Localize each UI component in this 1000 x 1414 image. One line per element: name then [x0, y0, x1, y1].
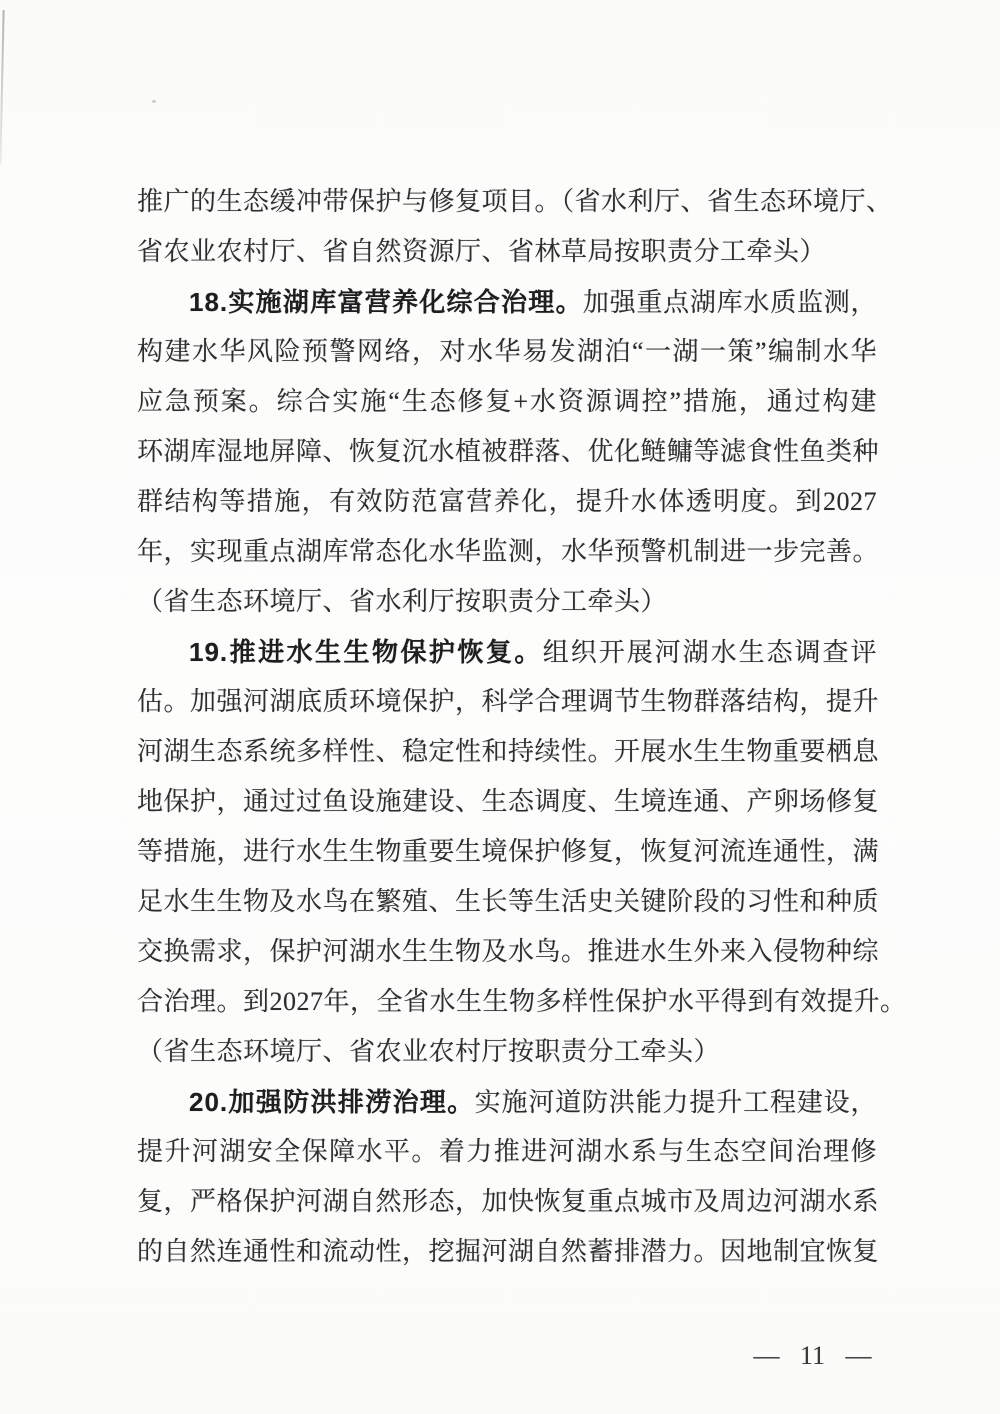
- text-line: [137, 1127, 877, 1177]
- text-line-body: 应急预案。综合实施“生态修复+水资源调控”措施，通过构建: [137, 387, 877, 416]
- text-line: [137, 927, 880, 977]
- text-line-body: 复，严格保护河湖自然形态，加快恢复重点城市及周边河湖水系: [137, 1187, 880, 1216]
- text-line-body: （省生态环境厅、省水利厅按职责分工牵头）: [137, 587, 668, 616]
- text-line-body: 实施河道防洪能力提升工程建设，: [474, 1088, 877, 1117]
- text-line: [137, 427, 880, 477]
- scan-edge-artifact: [0, 10, 5, 165]
- text-line: [137, 477, 877, 527]
- text-line: [137, 827, 880, 877]
- document-body: [137, 177, 907, 1277]
- text-line: [137, 577, 877, 627]
- paragraph-number-heading: 18.实施湖库富营养化综合治理。: [189, 287, 583, 317]
- text-line-body: 合治理。到2027年，全省水生生物多样性保护水平得到有效提升。: [137, 987, 907, 1016]
- text-line-body: 加强重点湖库水质监测，: [582, 288, 877, 317]
- text-line: [137, 227, 877, 277]
- text-line: [137, 977, 907, 1027]
- text-line-body: 估。加强河湖底质环境保护，科学合理调节生物群落结构，提升: [137, 687, 880, 716]
- text-line-body: 构建水华风险预警网络，对水华易发湖泊“一湖一策”编制水华: [137, 337, 877, 366]
- text-line-body: 交换需求，保护河湖水生生物及水鸟。推进水生外来入侵物种综: [137, 937, 880, 966]
- text-line: [137, 1077, 877, 1127]
- text-line: [137, 1027, 877, 1077]
- text-line-body: 环湖库湿地屏障、恢复沉水植被群落、优化鲢鳙等滤食性鱼类种: [137, 437, 880, 466]
- text-line: [137, 1177, 880, 1227]
- text-line-body: 群结构等措施，有效防范富营养化，提升水体透明度。到2027: [137, 487, 877, 516]
- text-line: [137, 877, 880, 927]
- text-line: [137, 627, 877, 677]
- text-line: [137, 177, 893, 227]
- text-line-body: 足水生生物及水鸟在繁殖、生长等生活史关键阶段的习性和种质: [137, 887, 880, 916]
- text-line: [137, 777, 880, 827]
- text-line-body: 提升河湖安全保障水平。着力推进河湖水系与生态空间治理修: [137, 1137, 877, 1166]
- text-line-body: 推广的生态缓冲带保护与修复项目。（省水利厅、省生态环境厅、: [137, 187, 893, 216]
- text-line: [137, 327, 877, 377]
- text-line-body: 的自然连通性和流动性，挖掘河湖自然蓄排潜力。因地制宜恢复: [137, 1237, 880, 1266]
- text-line-body: （省生态环境厅、省农业农村厅按职责分工牵头）: [137, 1037, 721, 1066]
- text-line-body: 河湖生态系统多样性、稳定性和持续性。开展水生生物重要栖息: [137, 737, 880, 766]
- paragraph-number-heading: 19.推进水生生物保护恢复。: [189, 637, 543, 667]
- text-line: [137, 277, 877, 327]
- page-number: — 11 —: [753, 1341, 872, 1370]
- paragraph-number-heading: 20.加强防洪排涝治理。: [189, 1087, 475, 1117]
- text-line: [137, 1227, 880, 1277]
- text-line-body: 省农业农村厅、省自然资源厅、省林草局按职责分工牵头）: [137, 237, 827, 266]
- text-line-body: 年，实现重点湖库常态化水华监测，水华预警机制进一步完善。: [137, 537, 880, 566]
- text-line: [137, 527, 880, 577]
- text-line: [137, 377, 877, 427]
- text-line: [137, 727, 880, 777]
- text-line-body: 地保护，通过过鱼设施建设、生态调度、生境连通、产卵场修复: [137, 787, 880, 816]
- text-line: [137, 677, 880, 727]
- text-line-body: 组织开展河湖水生态调查评: [542, 638, 877, 667]
- text-line-body: 等措施，进行水生生物重要生境保护修复，恢复河流连通性，满: [137, 837, 880, 866]
- scan-speck-artifact: [152, 100, 156, 103]
